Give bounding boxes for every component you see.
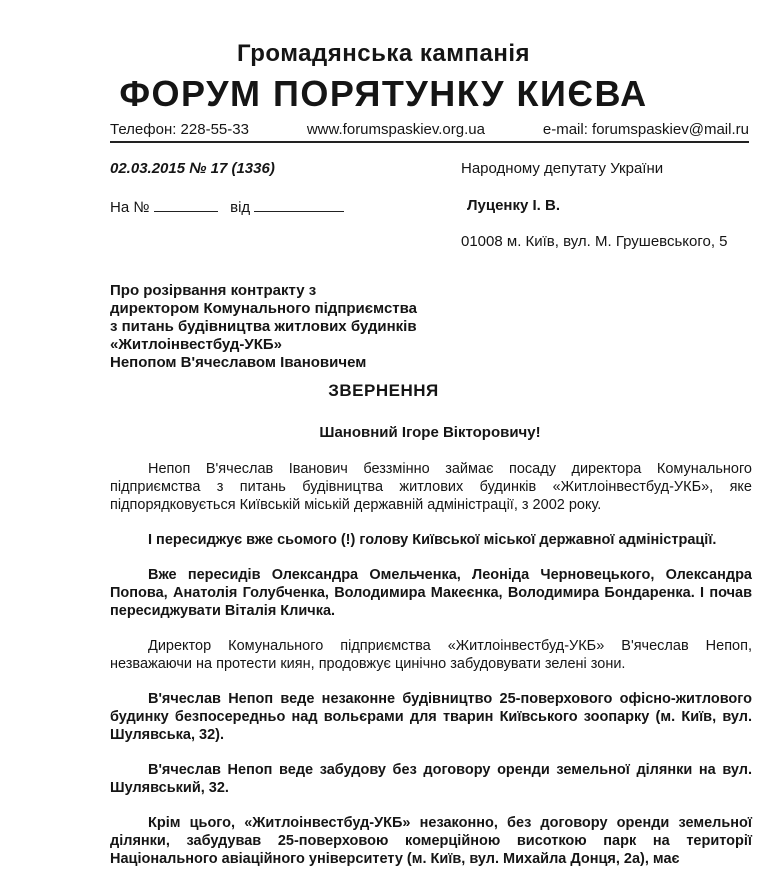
organization-title: ФОРУМ ПОРЯТУНКУ КИЄВА [119, 73, 648, 114]
email-text: e-mail: forumspaskiev@mail.ru [542, 121, 749, 138]
na-label: На № [110, 199, 150, 216]
body-paragraph: Непоп В'ячеслав Іванович беззмінно займає посаду директора Комунального підприємства з питань будівництва житлових будинків «Житлоінвестбуд-УКБ», яке підпорядковується Київській міській державній адміністрації, з 2002 року. [110, 461, 752, 513]
body-paragraph: Вже пересидів Олександра Омельченка, Леоніда Черновецького, Олександра Попова, Анатолія Голубченка, Володимира Макеєнка, Володимира Бондаренка. І почав пересиджувати Віталія Кличка. [110, 567, 752, 619]
phone-text: Телефон: 228-55-33 [110, 121, 249, 138]
salutation: Шановний Ігоре Вікторовичу! [319, 424, 541, 441]
body-paragraph: В'ячеслав Непоп веде незаконне будівництво 25-поверхового офісно-житлового будинку безпосередньо над вольєрами для тварин Київського зоопарку (м. Київ, вул. Шулявська, 32). [110, 691, 752, 743]
vid-label: від [230, 199, 251, 216]
body-paragraph: В'ячеслав Непоп веде забудову без договору оренди земельної ділянки на вул. Шулявський, 32. [110, 762, 752, 796]
subject-line: «Житлоінвестбуд-УКБ» [110, 336, 283, 353]
addressee-position: Народному депутату України [461, 160, 664, 177]
date-blank-line [254, 197, 344, 212]
body-paragraph: Крім цього, «Житлоінвестбуд-УКБ» незаконно, без договору оренди земельної ділянки, забудував 25-поверховою комерційною висоткою парк на території Національного авіаційного університету (м. Київ, вул. Михайла Донця, 2а), має [110, 815, 752, 867]
subject-line: з питань будівництва житлових будинків [110, 318, 417, 335]
subject-line: Про розірвання контракту з [110, 282, 317, 299]
document-heading: ЗВЕРНЕННЯ [328, 381, 439, 400]
body-paragraph: Директор Комунального підприємства «Житлоінвестбуд-УКБ» В'ячеслав Непоп, незважаючи на протести киян, продовжує цинічно забудовувати зелені зони. [110, 638, 752, 672]
addressee-address: 01008 м. Київ, вул. М. Грушевського, 5 [461, 233, 728, 250]
incoming-reference-line [110, 197, 344, 216]
letter-subject [110, 282, 417, 372]
letter-body [110, 460, 752, 885]
contact-line [110, 121, 749, 143]
letter-reference: 02.03.2015 № 17 (1336) [110, 160, 275, 177]
website-text: www.forumspaskiev.org.ua [306, 121, 485, 138]
subject-line: Непопом В'ячеславом Івановичем [110, 354, 367, 371]
campaign-subtitle: Громадянська кампанія [237, 40, 530, 67]
addressee-name: Луценку І. В. [467, 197, 561, 214]
subject-line: директором Комунального підприємства [110, 300, 418, 317]
number-blank-line [154, 197, 218, 212]
body-paragraph: І пересиджує вже сьомого (!) голову Київської міської державної адміністрації. [148, 532, 717, 548]
